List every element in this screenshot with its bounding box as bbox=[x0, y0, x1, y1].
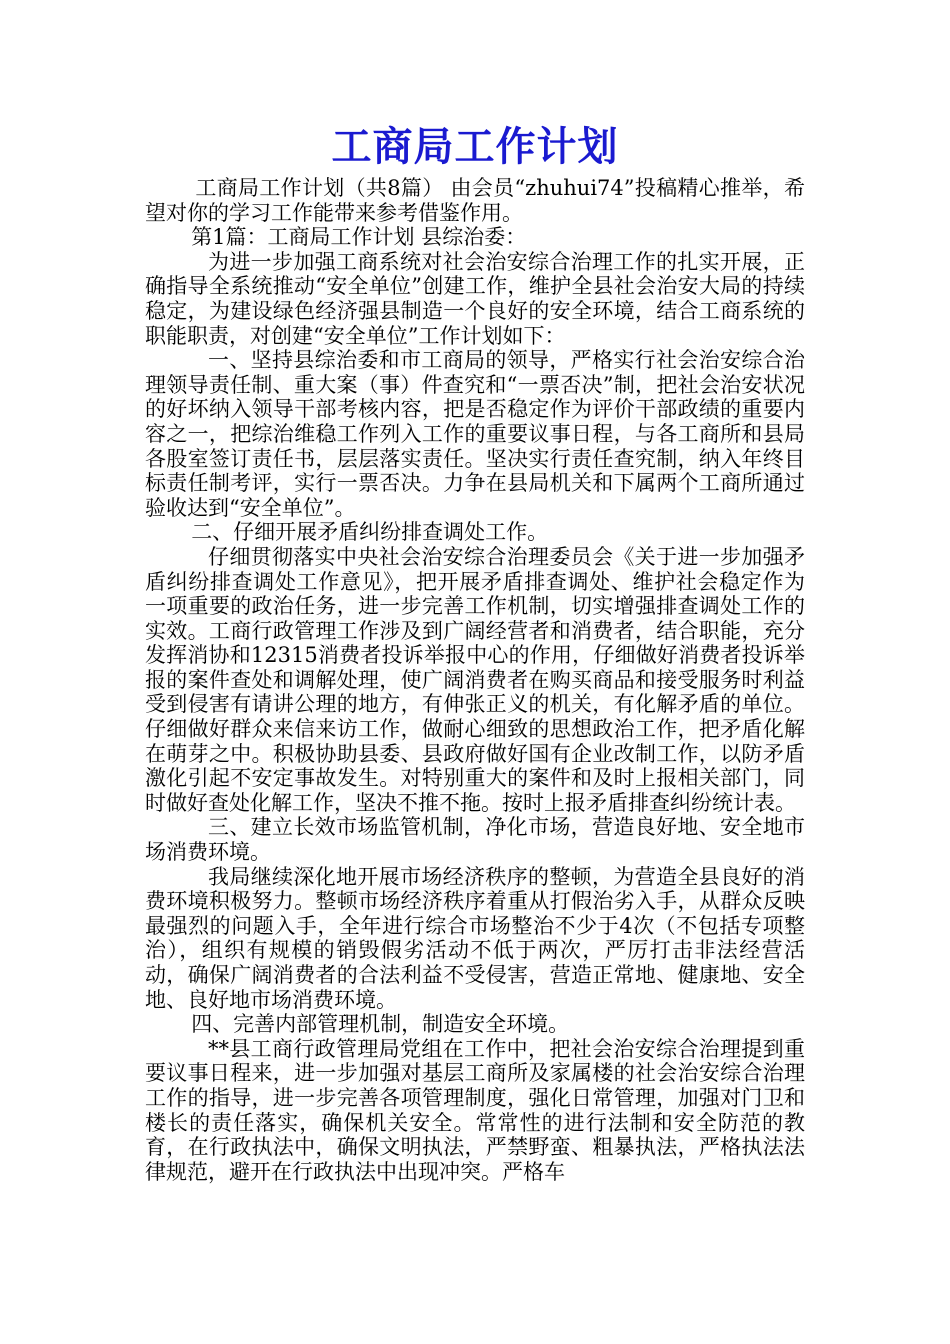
paragraph: 二、仔细开展矛盾纠纷排查调处工作。 bbox=[191, 520, 549, 545]
paragraph: 为进一步加强工商系统对社会治安综合治理工作的扎实开展，正确指导全系统推动“安全单位”创建工作，维护全县社会治安大局的持续稳定，为建设绿色经济强县制造一个良好的安全环境，结合工商系统的职能职责，对创建“安全单位”工作计划如下： bbox=[145, 249, 805, 348]
paragraph: 我局继续深化地开展市场经济秩序的整顿，为营造全县良好的消费环境积极努力。整顿市场经济秩序着重从打假治劣入手，从群众反映最强烈的问题入手，全年进行综合市场整治不少于4次（不包括专项整治），组织有规模的销毁假劣活动不低于两次，严厉打击非法经营活动，确保广阔消费者的合法利益不受侵害，营造正常地、健康地、安全地、良好地市场消费环境。 bbox=[145, 864, 805, 1012]
document-title: 工商局工作计划 bbox=[331, 123, 619, 170]
paragraph: 工商局工作计划（共8篇） 由会员“zhuhui74”投稿精心推举，希望对你的学习工作能带来参考借鉴作用。 bbox=[145, 176, 805, 225]
paragraph: 第1篇：工商局工作计划 县综治委： bbox=[191, 225, 527, 250]
paragraph: 一、坚持县综治委和市工商局的领导，严格实行社会治安综合治理领导责任制、重大案（事）件查究和“一票否决”制，把社会治安状况的好坏纳入领导干部考核内容，把是否稳定作为评价干部政绩的重要内容之一，把综治维稳工作列入工作的重要议事日程，与各工商所和县局各股室签订责任书，层层落实责任。坚决实行责任查究制，纳入年终目标责任制考评，实行一票否决。力争在县局机关和下属两个工商所通过验收达到“安全单位”。 bbox=[145, 348, 805, 520]
paragraph: 四、完善内部管理机制，制造安全环境。 bbox=[191, 1012, 570, 1037]
paragraph: 三、建立长效市场监管机制，净化市场，营造良好地、安全地市场消费环境。 bbox=[145, 815, 805, 865]
paragraph: 仔细贯彻落实中央社会治安综合治理委员会《关于进一步加强矛盾纠纷排查调处工作意见》，把开展矛盾排查调处、维护社会稳定作为一项重要的政治任务，进一步完善工作机制，切实增强排查调处工作的实效。工商行政管理工作涉及到广阔经营者和消费者，结合职能，充分发挥消协和12315消费者投诉举报中心的作用，仔细做好消费者投诉举报的案件查处和调解处理，使广阔消费者在购买商品和接受服务时利益受到侵害有请讲公理的地方，有伸张正义的机关，有化解矛盾的单位。仔细做好群众来信来访工作，做耐心细致的思想政治工作，把矛盾化解在萌芽之中。积极协助县委、县政府做好国有企业改制工作，以防矛盾激化引起不安定事故发生。对特别重大的案件和及时上报相关部门，同时做好查处化解工作，坚决不推不拖。按时上报矛盾排查纠纷统计表。 bbox=[145, 544, 805, 815]
paragraph: **县工商行政管理局党组在工作中，把社会治安综合治理提到重要议事日程来，进一步加强对基层工商所及家属楼的社会治安综合治理工作的指导，进一步完善各项管理制度，强化日常管理，加强对门卫和楼长的责任落实，确保机关安全。常常性的进行法制和安全防范的教育，在行政执法中，确保文明执法，严禁野蛮、粗暴执法，严格执法法律规范，避开在行政执法中出现冲突。严格车 bbox=[145, 1036, 805, 1184]
document-body bbox=[145, 176, 805, 1184]
document-page bbox=[145, 118, 805, 1184]
